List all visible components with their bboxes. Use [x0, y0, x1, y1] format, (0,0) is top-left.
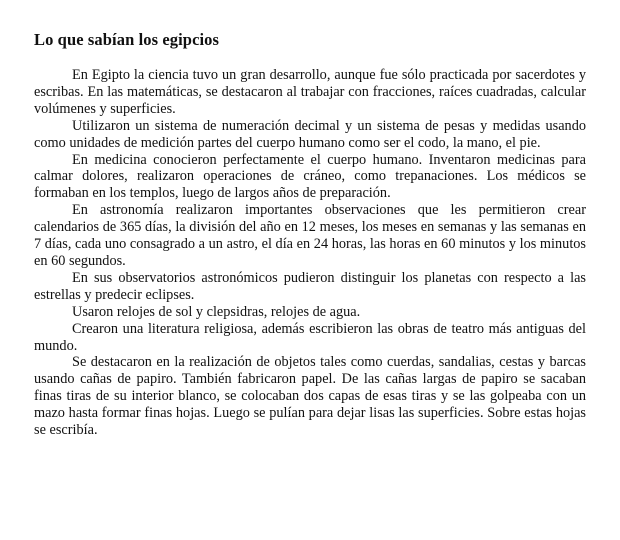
paragraph-papiro: Se destacaron en la realización de objetos tales como cuerdas, sandalias, cestas y barcas usando cañas de papiro. También fabricaron papel. De las cañas largas de papiro se sacaban finas tiras de su interior blanco, se colocaban dos capas de esas tiras y se las golpeaba con un mazo hasta formar finas hojas. Luego se pulían para dejar lisas las superficies. Sobre estas hojas se escribía. — [34, 354, 586, 439]
paragraph-ciencia: En Egipto la ciencia tuvo un gran desarrollo, aunque fue sólo practicada por sacerdotes y escribas. En las matemáticas, se destacaron al trabajar con fracciones, raíces cuadradas, calcular volúmenes y superficies. — [34, 67, 586, 117]
paragraph-literatura: Crearon una literatura religiosa, además escribieron las obras de teatro más antiguas del mundo. — [34, 320, 586, 354]
document-body — [34, 67, 586, 439]
page-title: Lo que sabían los egipcios — [34, 30, 220, 49]
paragraph-relojes: Usaron relojes de sol y clepsidras, relojes de agua. — [72, 303, 361, 320]
paragraph-numeracion: Utilizaron un sistema de numeración decimal y un sistema de pesas y medidas usando como unidades de medición partes del cuerpo humano como ser el codo, la mano, el pie. — [34, 117, 586, 151]
paragraph-medicina: En medicina conocieron perfectamente el cuerpo humano. Inventaron medicinas para calmar dolores, realizaron operaciones de cráneo, como trepanaciones. Los médicos se formaban en los templos, luego de largos años de preparación. — [34, 151, 586, 202]
paragraph-astronomia: En astronomía realizaron importantes observaciones que les permitieron crear calendarios de 365 días, la división del año en 12 meses, los meses en semanas y las semanas en 7 días, cada uno consagrado a un astro, el día en 24 horas, las horas en 60 minutos y los minutos en 60 segundos. — [34, 202, 586, 269]
paragraph-observatorios: En sus observatorios astronómicos pudieron distinguir los planetas con respecto a las estrellas y predecir eclipses. — [34, 269, 586, 303]
